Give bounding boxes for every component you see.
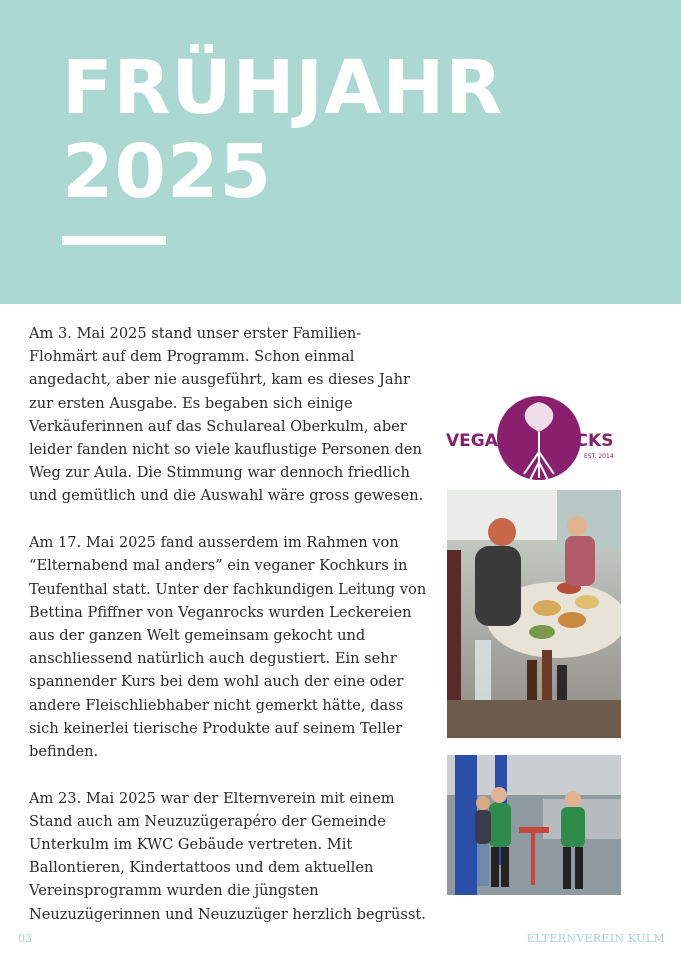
logo-text-rocks: ROCKS — [548, 431, 614, 451]
photo-neuzuzuegerapero — [447, 755, 621, 895]
header-banner — [0, 0, 681, 304]
article-body — [29, 322, 429, 949]
footer-page-number: 03 — [18, 932, 32, 945]
title-underline — [62, 236, 166, 245]
page-title-line1: FRÜHJAHR — [62, 45, 504, 131]
photo-kochkurs — [447, 490, 621, 738]
footer-organization: ELTERNVEREIN KULM — [526, 932, 665, 945]
logo-text-vegan: VEGAN — [446, 431, 513, 451]
page-title — [62, 46, 503, 214]
paragraph-flohmarkt: Am 3. Mai 2025 stand unser erster Familien-Flohmärt auf dem Programm. Schon einmal angedacht, aber nie ausgeführt, kam es dieses Jahr zur ersten Ausgabe. Es begaben sich einige Verkäuferinnen auf das Schulareal Oberkulm, aber leider fanden nicht so viele kauflustige Personen den Weg zur Aula. Die Stimmung war dennoch friedlich und gemütlich und die Auswahl wäre gross gewesen. — [29, 325, 424, 505]
photo-neuzuzuegerapero-graphic — [447, 755, 621, 895]
paragraph-kochkurs: Am 17. Mai 2025 fand ausserdem im Rahmen von “Elternabend mal anders” ein veganer Kochkurs in Teufenthal statt. Unter der fachkundigen Leitung von Bettina Pfiffner von Veganrocks wurden Leckereien aus der ganzen Welt gemeinsam gekocht und anschliessend natürlich auch degustiert. Ein sehr spannender Kurs bei dem wohl auch der eine oder andere Fleischliebhaber nicht gemerkt hätte, dass sich keinerlei tierische Produkte auf seinem Teller befinden. — [29, 534, 427, 760]
veganrocks-logo — [444, 392, 624, 484]
paragraph-neuzuzuegerapero: Am 23. Mai 2025 war der Elternverein mit einem Stand auch am Neuzuzügerapéro der Gemeinde Unterkulm im KWC Gebäude vertreten. Mit Ballontieren, Kindertattoos und dem aktuellen Vereinsprogramm wurden die jüngsten Neuzuzügerinnen und Neuzuzüger herzlich begrüsst. — [29, 789, 426, 923]
veganrocks-logo-graphic — [444, 392, 624, 484]
photo-kochkurs-graphic — [447, 490, 621, 738]
page-title-line2: 2025 — [62, 129, 272, 215]
logo-est: EST. 2014 — [584, 453, 614, 460]
